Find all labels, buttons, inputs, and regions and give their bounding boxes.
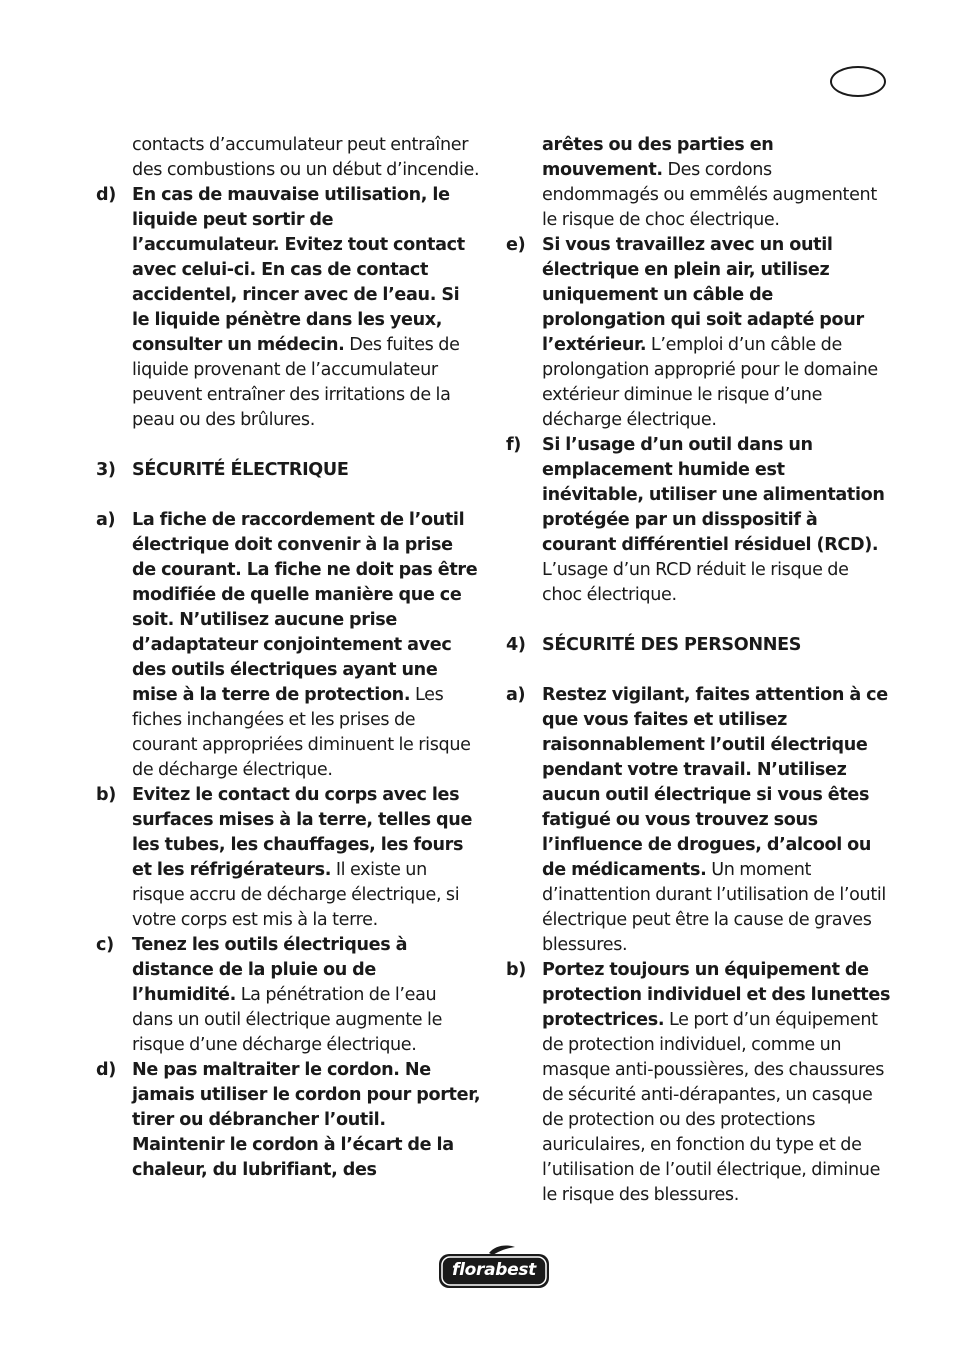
language-badge bbox=[830, 66, 886, 97]
item-normal-text: La pénétration de l’eau dans un outil électrique augmente le risque d’une décharge électrique. bbox=[132, 985, 443, 1055]
section-heading-3 bbox=[96, 458, 481, 483]
item-body bbox=[132, 783, 481, 933]
continued-text bbox=[506, 133, 891, 233]
item-body bbox=[542, 683, 891, 958]
item-label: e) bbox=[506, 235, 526, 255]
item-normal-text: Le port d’un équipement de protection individuel, comme un masque anti-poussières, des chaussures de sécurité anti-dérapantes, un casque de protection ou des protections auriculaires, en fonction du type et de l’utilisation de l’outil électrique, diminue le risque des blessures. bbox=[542, 1010, 885, 1205]
section-heading-4 bbox=[506, 633, 891, 658]
item-body bbox=[132, 1058, 481, 1183]
list-item-f bbox=[506, 433, 891, 608]
continued-normal-text: Des cordons endommagés ou emmêlés augmentent le risque de choc électrique. bbox=[542, 160, 877, 230]
item-bold-text: En cas de mauvaise utilisation, le liquide peut sortir de l’accumulateur. Evitez tout contact avec celui-ci. En cas de contact accidentel, rincer avec de l’eau. Si le liquide pénètre dans les yeux, consulter un médecin. bbox=[132, 185, 465, 355]
item-label: d) bbox=[96, 1060, 116, 1080]
list-item-a bbox=[96, 508, 481, 783]
section-number: 4) bbox=[506, 635, 526, 655]
continued-bold-text: arêtes ou des parties en mouvement. bbox=[542, 135, 774, 180]
item-bold-text: Si vous travaillez avec un outil électrique en plein air, utilisez uniquement un câble de prolongation qui soit adapté pour l’extérieur. bbox=[542, 235, 864, 355]
item-label: d) bbox=[96, 185, 116, 205]
item-body bbox=[132, 183, 481, 433]
item-normal-text: L’emploi d’un câble de prolongation approprié pour le domaine extérieur diminue le risque d’une décharge électrique. bbox=[542, 335, 878, 430]
item-body bbox=[132, 933, 481, 1058]
item-normal-text: Un moment d’inattention durant l’utilisation de l’outil électrique peut être la cause de graves blessures. bbox=[542, 860, 886, 955]
logo-text: florabest bbox=[451, 1260, 536, 1280]
section-title: SÉCURITÉ ÉLECTRIQUE bbox=[132, 460, 349, 480]
item-body bbox=[542, 433, 891, 608]
item-bold-text: Evitez le contact du corps avec les surfaces mises à la terre, telles que les tubes, les chauffages, les fours et les réfrigérateurs. bbox=[132, 785, 473, 880]
item-bold-text: Restez vigilant, faites attention à ce que vous faites et utilisez raisonnablement l’outil électrique pendant votre travail. N’utilisez aucun outil électrique si vous êtes fatigué ou vous trouvez sous l’influence de drogues, d’alcool ou de médicaments. bbox=[542, 685, 888, 880]
section-number: 3) bbox=[96, 460, 116, 480]
section-title: SÉCURITÉ DES PERSONNES bbox=[542, 635, 802, 655]
item-normal-text: Les fiches inchangées et les prises de courant appropriées diminuent le risque de décharge électrique. bbox=[132, 685, 471, 780]
list-item-b bbox=[96, 783, 481, 933]
item-label: a) bbox=[506, 685, 526, 705]
list-item-d bbox=[96, 183, 481, 433]
item-normal-text: L’usage d’un RCD réduit le risque de choc électrique. bbox=[542, 560, 849, 605]
list-item-b bbox=[506, 958, 891, 1208]
item-bold-text: Si l’usage d’un outil dans un emplacement humide est inévitable, utiliser une alimentation protégée par un disspositif à courant différentiel résiduel (RCD). bbox=[542, 435, 885, 555]
item-bold-text: Ne pas maltraiter le cordon. Ne jamais utiliser le cordon pour porter, tirer ou débrancher l’outil. Maintenir le cordon à l’écart de la chaleur, du lubrifiant, des bbox=[132, 1060, 481, 1180]
item-label: f) bbox=[506, 435, 521, 455]
item-bold-text: La fiche de raccordement de l’outil électrique doit convenir à la prise de courant. La fiche ne doit pas être modifiée de quelle manière que ce soit. N’utilisez aucune prise d’adaptateur conjointement avec des outils électriques ayant une mise à la terre de protection. bbox=[132, 510, 478, 705]
item-body bbox=[542, 958, 891, 1208]
list-item-e bbox=[506, 233, 891, 433]
list-item-d-cord bbox=[96, 1058, 481, 1183]
item-normal-text: Des fuites de liquide provenant de l’accumulateur peuvent entraîner des irritations de la peau ou des brûlures. bbox=[132, 335, 460, 430]
item-bold-text: Tenez les outils électriques à distance de la pluie ou de l’humidité. bbox=[132, 935, 408, 1005]
list-item-a bbox=[506, 683, 891, 958]
right-column bbox=[506, 133, 891, 1208]
item-label: b) bbox=[506, 960, 526, 980]
left-column bbox=[96, 133, 481, 1183]
item-bold-text: Portez toujours un équipement de protection individuel et des lunettes protectrices. bbox=[542, 960, 891, 1030]
continued-text: contacts d’accumulateur peut entraîner des combustions ou un début d’incendie. bbox=[132, 135, 480, 180]
list-item-c bbox=[96, 933, 481, 1058]
florabest-logo bbox=[437, 1244, 551, 1290]
item-label: a) bbox=[96, 510, 116, 530]
item-body bbox=[542, 233, 891, 433]
item-label: b) bbox=[96, 785, 116, 805]
item-body bbox=[132, 508, 481, 783]
item-normal-text: Il existe un risque accru de décharge électrique, si votre corps est mis à la terre. bbox=[132, 860, 460, 930]
item-label: c) bbox=[96, 935, 114, 955]
